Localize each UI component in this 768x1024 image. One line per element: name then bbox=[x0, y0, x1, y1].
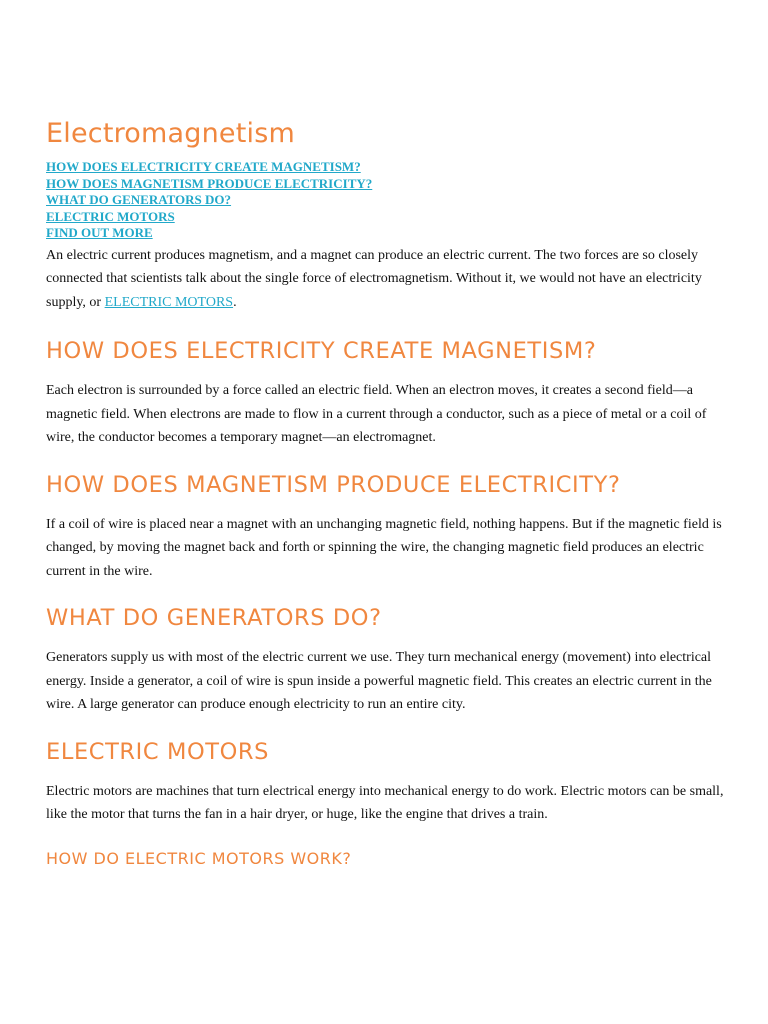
section-body-generators: Generators supply us with most of the electric current we use. They turn mechanical energy (movement) into electrical energy. Inside a generator, a coil of wire is spun inside a powerful magnetic field. This creates an electric current in the wire. A large generator can produce enough electricity to run an entire city. bbox=[46, 650, 712, 712]
table-of-contents bbox=[46, 159, 728, 242]
toc-link-generators[interactable]: WHAT DO GENERATORS DO? bbox=[46, 192, 232, 207]
toc-item bbox=[46, 192, 728, 209]
intro-electric-motors-link[interactable]: ELECTRIC MOTORS bbox=[104, 294, 234, 310]
toc-link-electric-motors[interactable]: ELECTRIC MOTORS bbox=[46, 208, 175, 224]
section-heading-electricity-magnetism: HOW DOES ELECTRICITY CREATE MAGNETISM? bbox=[46, 338, 597, 364]
toc-link-electricity-magnetism[interactable]: HOW DOES ELECTRICITY CREATE MAGNETISM? bbox=[46, 159, 361, 174]
toc-item bbox=[46, 225, 728, 242]
toc-item bbox=[46, 209, 728, 226]
section-body-electric-motors: Electric motors are machines that turn electrical energy into mechanical energy to do work. Electric motors can be small, like the motor that turns the fan in a hair dryer, or huge, like the engine that drives a train. bbox=[46, 783, 724, 822]
section-body-magnetism-electricity: If a coil of wire is placed near a magnet with an unchanging magnetic field, nothing happens. But if the magnetic field is changed, by moving the magnet back and forth or spinning the wire, the changing magnetic field produces an electric current in the wire. bbox=[46, 516, 722, 579]
section-heading-generators: WHAT DO GENERATORS DO? bbox=[46, 605, 382, 631]
section-body-electricity-magnetism: Each electron is surrounded by a force called an electric field. When an electron moves, it creates a second field—a magnetic field. When electrons are made to flow in a current through a conductor, such as a piece of metal or a coil of wire, the conductor becomes a temporary magnet—an electromagnet. bbox=[46, 383, 707, 445]
intro-paragraph bbox=[46, 244, 728, 315]
intro-text: An electric current produces magnetism, and a magnet can produce an electric current. The two forces are so closely connected that scientists talk about the single force of electromagnetism. Without it, we would not have an electricity supply, or bbox=[46, 247, 702, 310]
toc-link-find-out-more[interactable]: FIND OUT MORE bbox=[46, 225, 153, 240]
section-heading-magnetism-electricity: HOW DOES MAGNETISM PRODUCE ELECTRICITY? bbox=[46, 471, 621, 498]
toc-link-magnetism-electricity[interactable]: HOW DOES MAGNETISM PRODUCE ELECTRICITY? bbox=[46, 175, 373, 191]
intro-tail: . bbox=[233, 294, 237, 310]
page-title: Electromagnetism bbox=[46, 118, 295, 149]
section-heading-electric-motors: ELECTRIC MOTORS bbox=[46, 738, 270, 765]
toc-item bbox=[46, 176, 728, 193]
subheading-how-motors-work: HOW DO ELECTRIC MOTORS WORK? bbox=[46, 848, 352, 868]
toc-item bbox=[46, 159, 728, 176]
